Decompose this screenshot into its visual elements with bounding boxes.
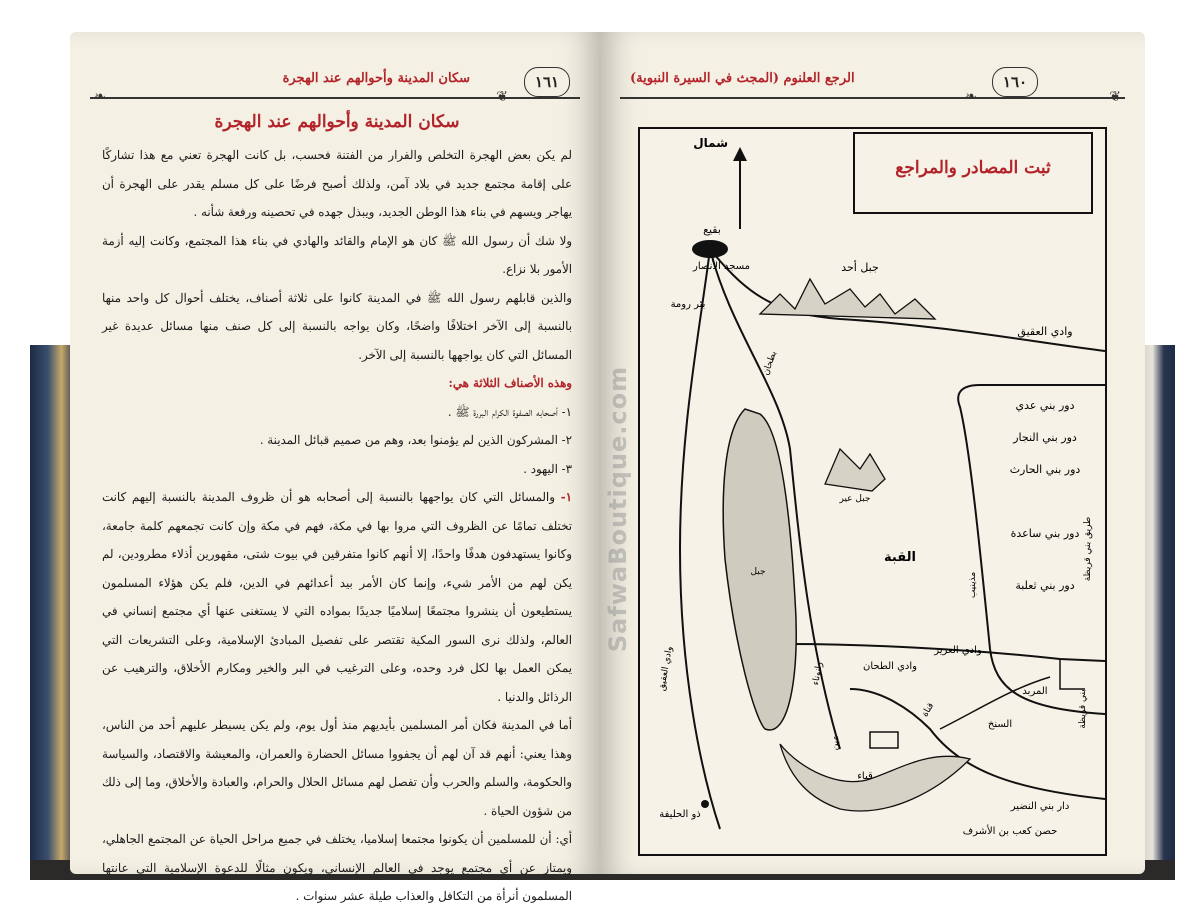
point-number: ١-: [560, 490, 573, 504]
left-page-header: [90, 67, 580, 105]
map-label: القبة: [884, 550, 916, 565]
header-rule: [620, 97, 1125, 99]
map-frame: [638, 127, 1107, 856]
qurayza-road-line: [1060, 659, 1085, 689]
map-label: ذو الحليفة: [659, 809, 701, 820]
quba-marker-icon: [870, 732, 898, 748]
southern-harra-icon: [780, 744, 970, 811]
map-label: رانوناء: [811, 661, 825, 687]
map-label: دور بني الحارث: [1009, 463, 1081, 476]
map-label: عين: [829, 734, 843, 751]
paragraph: والذين قابلهم رسول الله ﷺ في المدينة كانوا على ثلاثة أصناف، يختلف أحوال كل واحد منها بالنسبة إلى الآخر اختلافًا واضحًا، وكان يواجه بالنسبة إلى كل صنف منها مسائل عديدة غير المسائل التي كان يواجهها بالنسبة إلى الآخر.: [102, 290, 572, 362]
jabal-uhud-icon: [760, 279, 935, 319]
page-number: ١٦٠: [992, 67, 1038, 97]
map-label: المربد: [1022, 686, 1048, 697]
map-label: طريق بني قريظة: [1083, 516, 1093, 582]
map-label: وادي العقيق: [1017, 325, 1073, 338]
list-item: ١- أصحابه الصفوة الكرام البررة ﷺ .: [447, 404, 572, 419]
dhul-hulayfa-marker-icon: [701, 800, 709, 808]
medina-map: [640, 129, 1105, 854]
page-body: [102, 107, 572, 911]
paragraph: [102, 483, 572, 711]
running-title: سكان المدينة وأحوالهم عند الهجرة: [282, 71, 470, 86]
jabal-air-icon: [825, 449, 885, 491]
book-edge-left: [30, 345, 75, 865]
map-label: شمال: [693, 136, 728, 150]
watermark-text: SafwaBoutique.com: [604, 365, 632, 653]
point-text: والمسائل التي كان يواجهها بالنسبة إلى أصحابه هو أن ظروف المدينة بالنسبة إليهم كانت تختلف تمامًا عن الظروف التي مروا بها في مكة، فهم في مكة وإن كانت تجمعهم كلمة جامعة، وكانوا يستهدفون هدفًا واحدًا، إلا أنهم كانوا متفرقين في بيوت شتى، مقهورين أذلاء مطرودين، لم يكن لهم من الأمر شيء، وإنما كان الأمر بيد أعدائهم في الدين، فلم يكن هؤلاء المسلمون يستطيعون أن ينشروا مجتمعًا إسلاميًا جديدًا بمواده التي لا يستغنى عنها أي مجتمع إنساني في العالم، ولذلك نرى السور المكية تقتصر على تفصيل المبادئ الإسلامية، وعلى التشريعات التي يمكن العمل بها لكل فرد وحده، وعلى الترغيب في البر والخير ومكارم الأخلاق، والترهيب عن الرذائل والدنيا .: [102, 490, 572, 704]
map-label: مسجد الأنصار: [693, 261, 750, 272]
ornament-icon: ❦: [496, 89, 508, 105]
ornament-icon: ❧: [965, 89, 977, 105]
map-title: ثبت المصادر والمراجع: [895, 158, 1051, 178]
paragraph: ولا شك أن رسول الله ﷺ كان هو الإمام والقائد والهادي في بناء هذا المجتمع، وكانت إليه أزمة الأمور بلا نزاع.: [102, 233, 572, 276]
paragraph: أي: أن للمسلمين أن يكونوا مجتمعا إسلاميا، يختلف في جميع مراحل الحياة عن المجتمع الجاهلي، ويمتاز عن أي مجتمع يوجد في العالم الإنساني، ويكون مثالًا للدعوة الإسلامية التي عانتها المسلمون أنرأة من التكافل والعذاب طيلة عشر سنوات .: [102, 832, 572, 903]
map-label: بئر رومة: [670, 299, 706, 310]
map-label: دور بني ساعدة: [1010, 527, 1080, 540]
map-label: قناة: [920, 701, 937, 719]
list-item: ٣- اليهود .: [523, 461, 572, 476]
chapter-heading: سكان المدينة وأحوالهم عند الهجرة: [214, 112, 460, 132]
ornament-icon: ❧: [94, 89, 106, 105]
section-subheading: وهذه الأصناف الثلاثة هي:: [448, 376, 572, 390]
map-label: وادي العقيق: [657, 645, 675, 692]
right-page-header: [620, 67, 1125, 105]
paragraph: لم يكن بعض الهجرة التخلص والفرار من الفتنة فحسب، بل كانت الهجرة تعني مع هذا تشاركًا على إقامة مجتمع جديد في بلاد آمن، ولذلك أصبح فرضًا على كل مسلم يقدر على الهجرة أن يهاجر ويسهم في بناء هذا الوطن الجديد، ويبذل جهده في تحصينه ورفعة شأنه .: [102, 148, 572, 219]
map-label: السنخ: [987, 719, 1013, 730]
paragraph: أما في المدينة فكان أمر المسلمين بأيديهم منذ أول يوم، ولم يكن يسيطر عليهم أحد من الناس، وهذا يعني: أنهم قد آن لهم أن يجفووا مسائل الحضارة والعمران، والمعيشة والاقتصاد، والسياسة والحكومة، والسلم والحرب وأن تفصل لهم مسائل الحلال والحرام، والعبادة والأخلاق، وما إلى ذلك من شؤون الحياة .: [102, 718, 572, 818]
map-label: دور بني النجار: [1013, 431, 1077, 444]
map-title-box: [853, 132, 1093, 214]
map-label: قباء: [857, 771, 873, 782]
map-label: وادي العزيز: [934, 645, 982, 656]
ornament-icon: ❦: [1109, 89, 1121, 105]
map-label: حصن كعب بن الأشرف: [962, 826, 1058, 837]
map-label: وادي الطحان: [863, 661, 917, 672]
map-label: دور بني عدي: [1015, 399, 1075, 412]
left-page: [70, 32, 600, 903]
map-label: جبل أحد: [841, 261, 879, 274]
map-label: دار بني النضير: [1010, 801, 1070, 812]
north-arrow-head-icon: [733, 147, 747, 161]
map-label: بطحان: [761, 349, 780, 377]
watermark: [598, 345, 632, 665]
map-label: مذينيب: [968, 571, 978, 599]
map-label: جبل: [750, 567, 766, 577]
map-label: دور بني ثعلبة: [1015, 579, 1075, 592]
map-label: جبل عير: [839, 494, 871, 504]
page-number: ١٦١: [524, 67, 570, 97]
map-label: بني قريظة: [1078, 689, 1088, 729]
list-item: ٢- المشركون الذين لم يؤمنوا بعد، وهم من صميم قبائل المدينة .: [259, 433, 572, 447]
map-label: بقيع: [703, 223, 721, 236]
running-title: الرجع العلنوم (المجث في السيرة النبوية): [630, 71, 855, 86]
western-road-line: [680, 249, 720, 829]
right-page: [600, 32, 1145, 874]
